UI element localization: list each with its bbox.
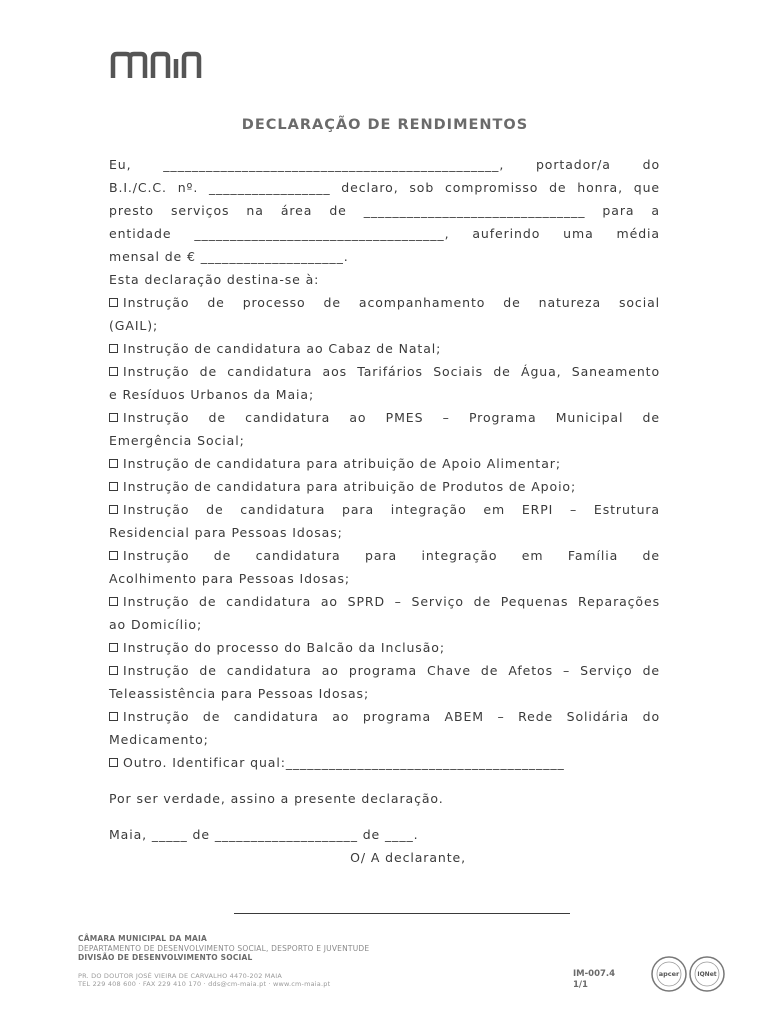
purpose-intro: Esta declaração destina-se à: — [109, 272, 320, 287]
option-item — [109, 360, 660, 406]
maia-logo — [110, 50, 210, 82]
footer-address-block — [78, 972, 369, 989]
option-label-continuation: Emergência Social; — [109, 433, 245, 448]
option-label: Instrução de candidatura ao programa ABEM – Rede Solidária do — [123, 709, 660, 724]
option-item — [109, 406, 660, 452]
footer-division: DIVISÃO DE DESENVOLVIMENTO SOCIAL — [78, 953, 253, 962]
svg-text:IQNet: IQNet — [697, 971, 717, 978]
option-item — [109, 751, 660, 774]
option-item — [109, 636, 660, 659]
option-label: Instrução de candidatura ao Cabaz de Natal; — [123, 341, 442, 356]
checkbox[interactable] — [109, 482, 118, 491]
iqnet-seal-icon — [690, 957, 724, 991]
checkbox[interactable] — [109, 413, 118, 422]
checkbox[interactable] — [109, 551, 118, 560]
footer-org: CÂMARA MUNICIPAL DA MAIA — [78, 934, 207, 943]
option-item — [109, 659, 660, 705]
option-label: Instrução do processo do Balcão da Inclusão; — [123, 640, 445, 655]
checkbox[interactable] — [109, 712, 118, 721]
footer-contacts: TEL 229 408 600 · FAX 229 410 170 · dds@cm-maia.pt · www.cm-maia.pt — [78, 980, 331, 988]
option-label: Instrução de processo de acompanhamento de natureza social — [123, 295, 660, 310]
option-label-continuation: ao Domicílio; — [109, 617, 203, 632]
footer-dept: DEPARTAMENTO DE DESENVOLVIMENTO SOCIAL, DESPORTO E JUVENTUDE — [78, 943, 370, 953]
declaration-body — [109, 153, 660, 869]
option-label: Instrução de candidatura para integração em ERPI – Estrutura — [123, 502, 660, 517]
checkbox[interactable] — [109, 298, 118, 307]
checkbox[interactable] — [109, 505, 118, 514]
checkbox[interactable] — [109, 459, 118, 468]
checkbox[interactable] — [109, 344, 118, 353]
option-item — [109, 291, 660, 337]
option-label-continuation: Teleassistência para Pessoas Idosas; — [109, 686, 370, 701]
doc-code: IM-007.4 — [573, 969, 616, 979]
signature-line[interactable] — [234, 913, 570, 914]
intro-line-3[interactable]: presto serviços na área de _______________________________ para a — [109, 203, 660, 218]
option-label-continuation: Medicamento; — [109, 732, 209, 747]
option-item — [109, 544, 660, 590]
option-label-continuation: e Resíduos Urbanos da Maia; — [109, 387, 315, 402]
document-title: DECLARAÇÃO DE RENDIMENTOS — [241, 117, 529, 133]
footer-info — [78, 934, 369, 989]
option-label: Instrução de candidatura ao PMES – Programa Municipal de — [123, 410, 660, 425]
option-label-continuation: Acolhimento para Pessoas Idosas; — [109, 571, 350, 586]
name-blank[interactable]: _______________________________________________, — [163, 157, 505, 172]
option-label: Instrução de candidatura aos Tarifários Sociais de Água, Saneamento — [123, 364, 660, 379]
option-label-continuation: Residencial para Pessoas Idosas; — [109, 525, 343, 540]
option-label: Instrução de candidatura para atribuição de Apoio Alimentar; — [123, 456, 561, 471]
option-label: Instrução de candidatura para integração em Família de — [123, 548, 660, 563]
intro-line-1: Eu, _______________________________________________, portador/a do — [109, 157, 661, 172]
option-label: Instrução de candidatura ao SPRD – Serviço de Pequenas Reparações — [123, 594, 660, 609]
option-item — [109, 452, 660, 475]
certification-seals — [651, 954, 727, 994]
checkbox[interactable] — [109, 758, 118, 767]
option-item — [109, 590, 660, 636]
footer-address: PR. DO DOUTOR JOSÉ VIEIRA DE CARVALHO 4470-202 MAIA — [78, 971, 283, 980]
option-label: Instrução de candidatura ao programa Chave de Afetos – Serviço de — [123, 663, 660, 678]
option-item — [109, 475, 660, 498]
checkbox[interactable] — [109, 643, 118, 652]
intro-line-4[interactable]: entidade ___________________________________, auferindo uma média — [109, 226, 660, 241]
closing-statement: Por ser verdade, assino a presente declaração. — [109, 791, 444, 806]
intro-line-5[interactable]: mensal de € ____________________. — [109, 249, 349, 264]
place-date-line[interactable]: Maia, _____ de ____________________ de ____. — [109, 827, 419, 842]
option-label: Instrução de candidatura para atribuição de Produtos de Apoio; — [123, 479, 577, 494]
svg-text:apcer: apcer — [658, 970, 680, 978]
intro-line-2[interactable]: B.I./C.C. nº. _________________ declaro, sob compromisso de honra, que — [109, 180, 660, 195]
option-item — [109, 498, 660, 544]
document-code — [573, 969, 615, 991]
option-item — [109, 705, 660, 751]
option-item — [109, 337, 660, 360]
option-label-continuation: (GAIL); — [109, 318, 159, 333]
options-list — [109, 291, 660, 774]
page-number: 1/1 — [573, 980, 588, 990]
option-label: Outro. Identificar qual:_______________________________________ — [123, 755, 565, 770]
checkbox[interactable] — [109, 666, 118, 675]
apcer-seal-icon — [652, 957, 686, 991]
checkbox[interactable] — [109, 597, 118, 606]
checkbox[interactable] — [109, 367, 118, 376]
signatory-label: O/ A declarante, — [350, 850, 466, 865]
